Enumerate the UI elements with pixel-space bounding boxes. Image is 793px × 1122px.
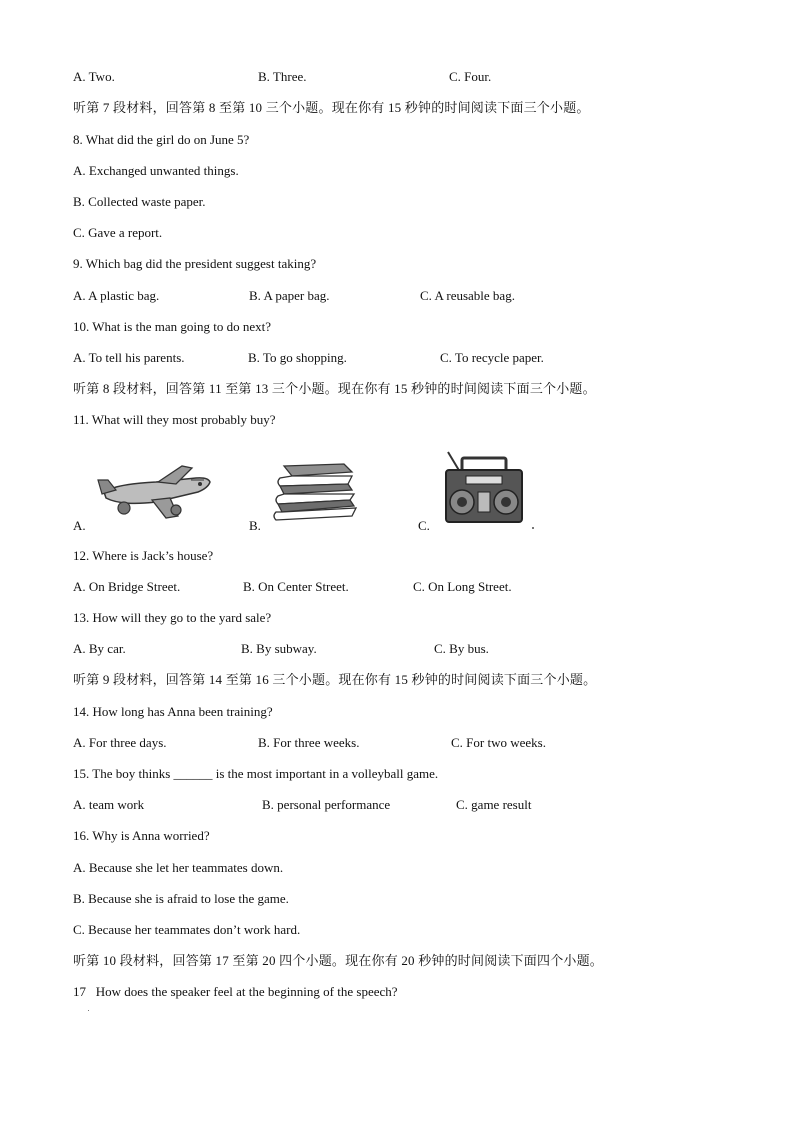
q7-option-c: C. Four. (449, 69, 492, 84)
q11-option-c: C. (418, 518, 430, 533)
q11-option-b: B. (249, 518, 261, 533)
q16-option-b: B. Because she is afraid to lose the game. (73, 891, 289, 906)
airplane-icon (96, 462, 216, 522)
q9-option-b: B. A paper bag. (249, 288, 330, 303)
q12-option-c: C. On Long Street. (413, 579, 512, 594)
section-7-instruction: 听第 7 段材料，回答第 8 至第 10 三个小题。现在你有 15 秒钟的时间阅读下面三个小题。 (73, 100, 590, 115)
q14-option-a: A. For three days. (73, 735, 167, 750)
q7-option-a: A. Two. (73, 69, 115, 84)
q14-stem: 14. How long has Anna been training? (73, 704, 273, 719)
q10-option-a: A. To tell his parents. (73, 350, 185, 365)
q11-option-a: A. (73, 518, 86, 533)
q12-option-b: B. On Center Street. (243, 579, 349, 594)
q15-stem: 15. The boy thinks ______ is the most important in a volleyball game. (73, 766, 439, 781)
q13-option-b: B. By subway. (241, 641, 317, 656)
q10-option-c: C. To recycle paper. (440, 350, 544, 365)
q9-stem: 9. Which bag did the president suggest taking? (73, 256, 317, 271)
stray-mark (88, 1010, 89, 1011)
q16-option-a: A. Because she let her teammates down. (73, 860, 284, 875)
section-8-instruction: 听第 8 段材料，回答第 11 至第 13 三个小题。现在你有 15 秒钟的时间阅读下面三个小题。 (73, 381, 596, 396)
section-9-instruction: 听第 9 段材料，回答第 14 至第 16 三个小题。现在你有 15 秒钟的时间阅读下面三个小题。 (73, 672, 597, 687)
q11-stem: 11. What will they most probably buy? (73, 412, 276, 427)
q15-option-b: B. personal performance (262, 797, 391, 812)
q14-option-b: B. For three weeks. (258, 735, 360, 750)
q8-option-c: C. Gave a report. (73, 225, 163, 240)
q14-option-c: C. For two weeks. (451, 735, 546, 750)
q15-option-c: C. game result (456, 797, 532, 812)
q17-stem: 17 How does the speaker feel at the beginning of the speech? (73, 984, 398, 999)
q10-option-b: B. To go shopping. (248, 350, 347, 365)
q8-stem: 8. What did the girl do on June 5? (73, 132, 250, 147)
q12-stem: 12. Where is Jack’s house? (73, 548, 214, 563)
q16-option-c: C. Because her teammates don’t work hard. (73, 922, 301, 937)
section-10-instruction: 听第 10 段材料，回答第 17 至第 20 四个小题。现在你有 20 秒钟的时间阅读下面四个小题。 (73, 953, 604, 968)
q10-stem: 10. What is the man going to do next? (73, 319, 271, 334)
q9-option-c: C. A reusable bag. (420, 288, 515, 303)
books-icon (272, 460, 357, 522)
q13-stem: 13. How will they go to the yard sale? (73, 610, 272, 625)
q16-stem: 16. Why is Anna worried? (73, 828, 210, 843)
q15-option-a: A. team work (73, 797, 145, 812)
q8-option-b: B. Collected waste paper. (73, 194, 206, 209)
q13-option-a: A. By car. (73, 641, 126, 656)
q13-option-c: C. By bus. (434, 641, 489, 656)
q12-option-a: A. On Bridge Street. (73, 579, 181, 594)
radio-icon (440, 450, 526, 526)
stray-mark (532, 527, 534, 529)
q7-option-b: B. Three. (258, 69, 307, 84)
q8-option-a: A. Exchanged unwanted things. (73, 163, 239, 178)
q9-option-a: A. A plastic bag. (73, 288, 160, 303)
